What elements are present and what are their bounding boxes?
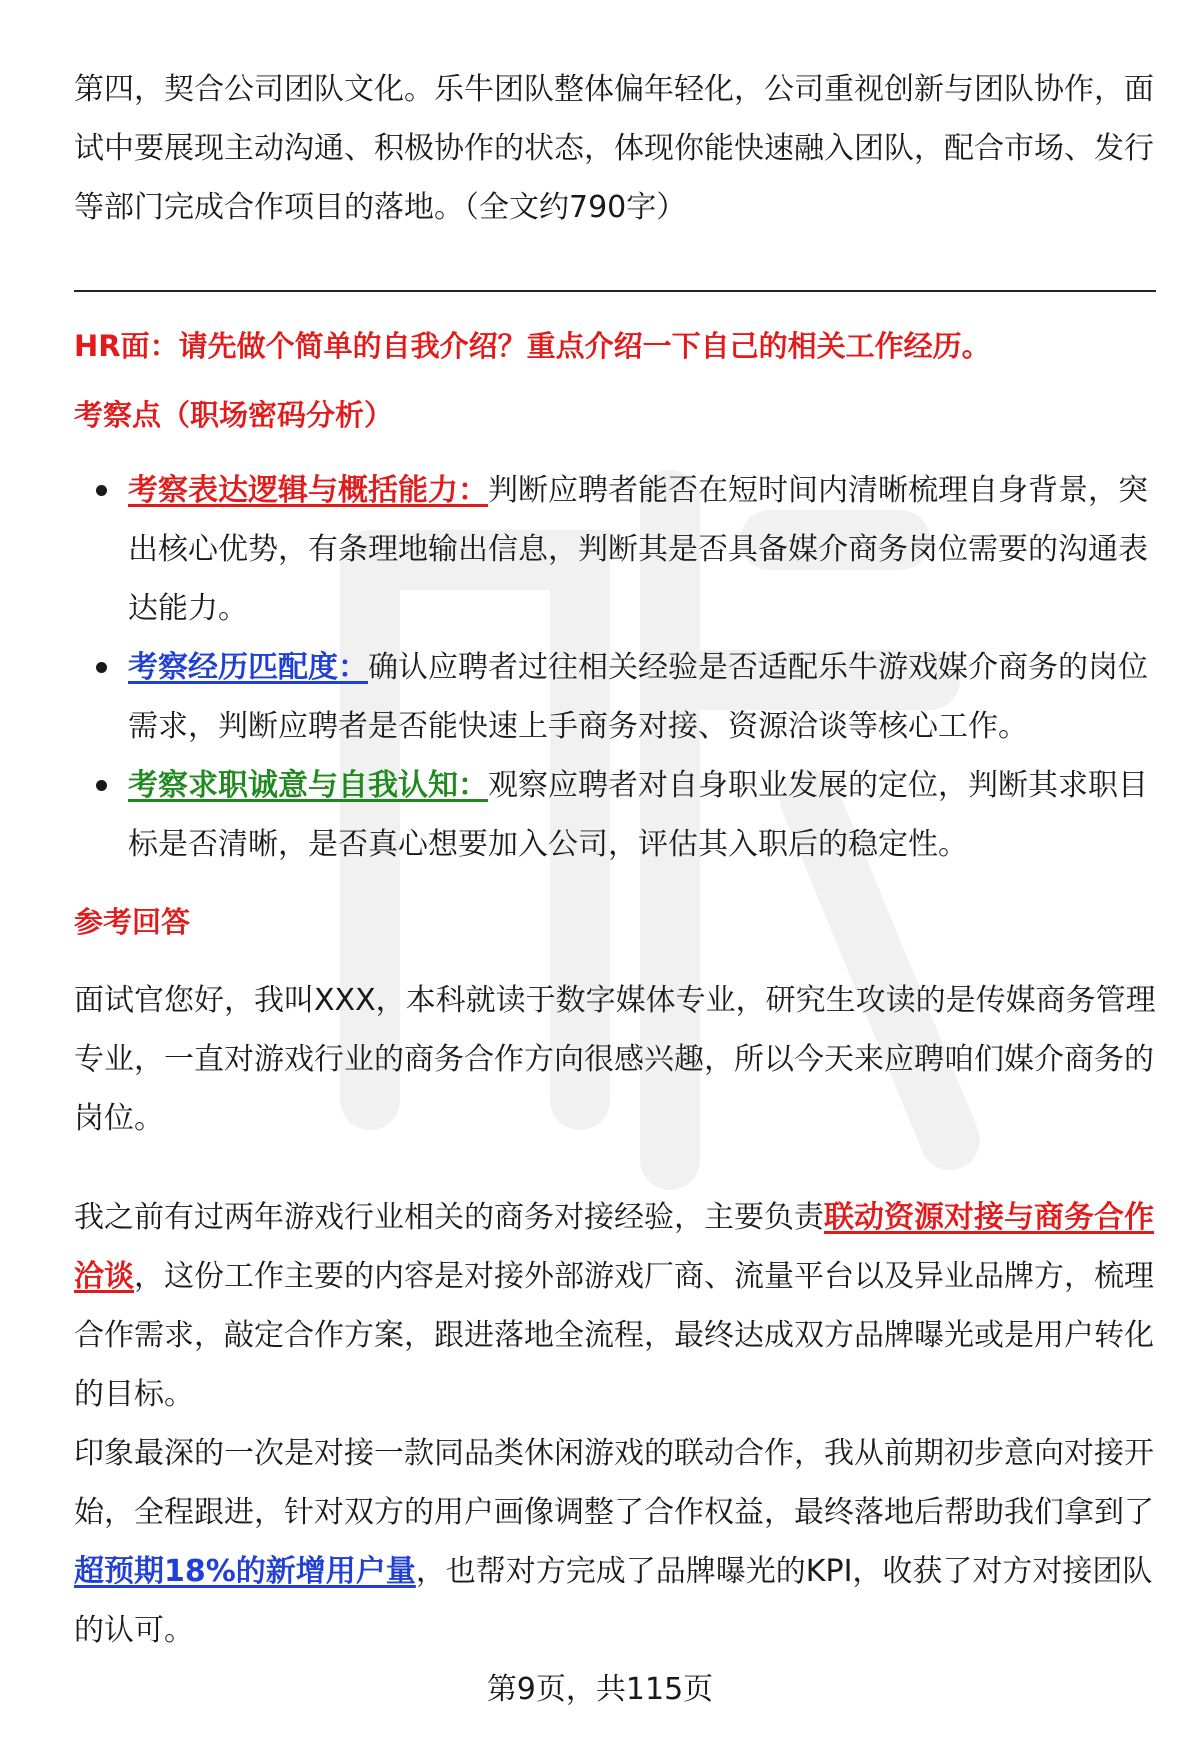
page-content (74, 60, 1156, 1660)
point-keyword: 考察表达逻辑与概括能力： (128, 473, 488, 508)
answer-paragraph-experience (74, 1188, 1156, 1424)
analysis-point-logic (74, 461, 1156, 638)
interview-question: HR面：请先做个简单的自我介绍？重点介绍一下自己的相关工作经历。 (74, 329, 991, 363)
point-text: 判断应聘者能否在短时间内清晰梳理自身背景，突出核心优势，有条理地输出信息，判断其是否具备媒介商务岗位需要的沟通表达能力。 (128, 473, 1148, 626)
answer-paragraph-intro: 面试官您好，我叫XXX，本科就读于数字媒体专业，研究生攻读的是传媒商务管理专业，一直对游戏行业的商务合作方向很感兴趣，所以今天来应聘咱们媒介商务的岗位。 (74, 983, 1156, 1136)
paragraph-text: 印象最深的一次是对接一款同品类休闲游戏的联动合作，我从前期初步意向对接开始，全程跟进，针对双方的用户画像调整了合作权益，最终落地后帮助我们拿到了 (74, 1436, 1154, 1530)
analysis-point-experience (74, 638, 1156, 756)
paragraph-text: 我之前有过两年游戏行业相关的商务对接经验，主要负责 (74, 1200, 824, 1235)
paragraph-text: ，这份工作主要的内容是对接外部游戏厂商、流量平台以及异业品牌方，梳理合作需求，敲定合作方案，跟进落地全流程，最终达成双方品牌曝光或是用户转化的目标。 (74, 1259, 1154, 1412)
point-keyword: 考察求职诚意与自我认知： (128, 768, 488, 803)
bullet-icon (96, 485, 107, 496)
answer-title: 参考回答 (74, 905, 191, 939)
analysis-title: 考察点（职场密码分析） (74, 398, 394, 432)
bullet-icon (96, 662, 107, 673)
analysis-point-sincerity (74, 756, 1156, 874)
analysis-points-list (74, 461, 1156, 874)
highlight-text: 联动资源对接与商务合作洽谈 (74, 1200, 1154, 1294)
answer-paragraph-case (74, 1424, 1156, 1660)
highlight-text: 超预期18%的新增用户量 (74, 1554, 416, 1589)
intro-paragraph: 第四，契合公司团队文化。乐牛团队整体偏年轻化，公司重视创新与团队协作，面试中要展现主动沟通、积极协作的状态，体现你能快速融入团队，配合市场、发行等部门完成合作项目的落地。（全文约790字） (74, 72, 1154, 225)
point-text: 观察应聘者对自身职业发展的定位，判断其求职目标是否清晰，是否真心想要加入公司，评估其入职后的稳定性。 (128, 768, 1148, 862)
section-divider (74, 290, 1156, 292)
page-number: 第9页，共115页 (486, 1672, 714, 1707)
bullet-icon (96, 780, 107, 791)
point-keyword: 考察经历匹配度： (128, 650, 368, 685)
point-text: 确认应聘者过往相关经验是否适配乐牛游戏媒介商务的岗位需求，判断应聘者是否能快速上手商务对接、资源洽谈等核心工作。 (128, 650, 1148, 744)
paragraph-text: ，也帮对方完成了品牌曝光的KPI，收获了对方对接团队的认可。 (74, 1554, 1153, 1648)
